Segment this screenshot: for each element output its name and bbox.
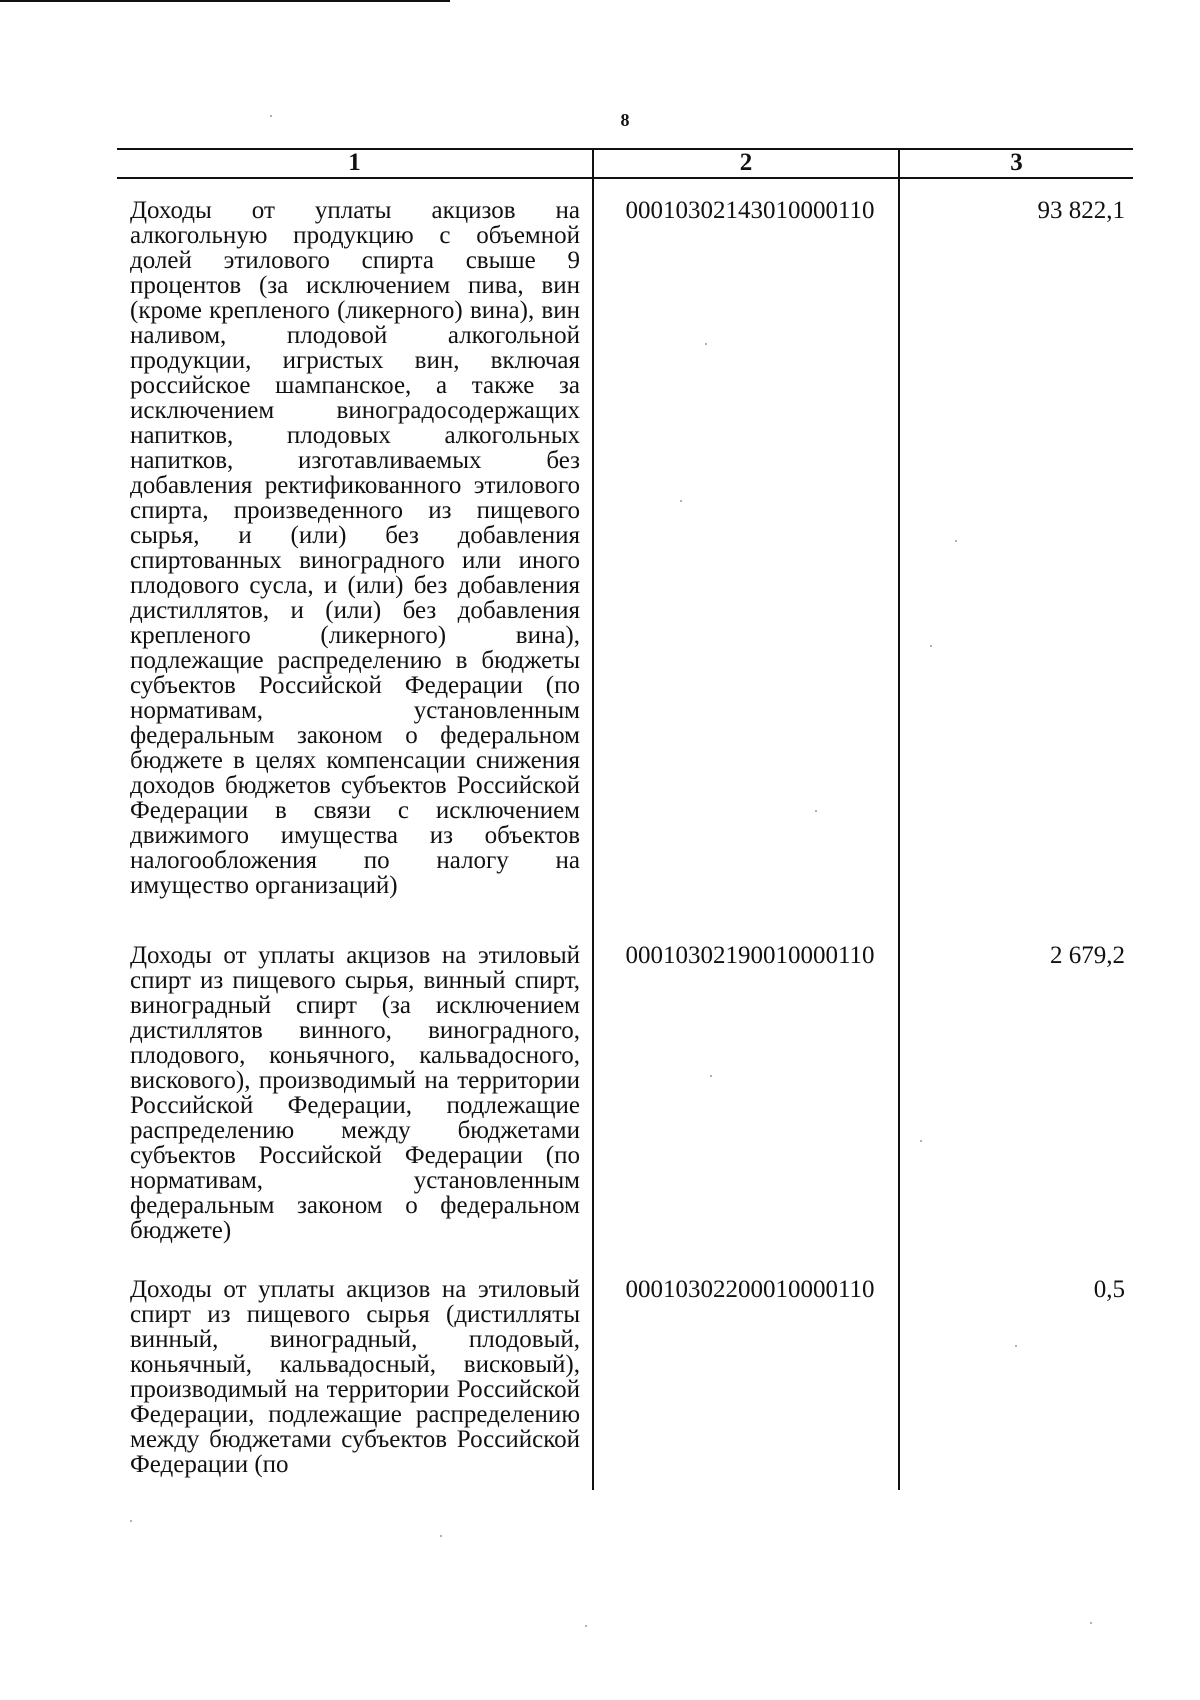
scan-speck xyxy=(1090,1622,1092,1624)
table-row-amount: 93 822,1 xyxy=(1037,197,1125,224)
table-row-description: Доходы от уплаты акцизов на этиловый спирт из пищевого сырья, винный спирт, виноградный спирт (за исключением дистиллятов винного, виноградного, плодового, коньячного, кальвадосного, вискового), производимый на территории Российской Федерации, подлежащие распределению между бюджетами субъектов Российской Федерации (по нормативам, установленным федеральным законом о федеральном бюджете) xyxy=(130,942,580,1244)
page-number: 8 xyxy=(620,110,630,130)
scan-speck xyxy=(270,115,272,117)
table-row-code: 00010302143010000110 xyxy=(625,197,875,224)
scan-speck xyxy=(920,1140,922,1142)
scan-speck xyxy=(585,1625,587,1627)
column-header-3: 3 xyxy=(1010,149,1023,176)
column-divider-1 xyxy=(592,148,594,1490)
table-row-code: 00010302190010000110 xyxy=(625,942,875,969)
column-header-1: 1 xyxy=(348,149,361,176)
table-row-description: Доходы от уплаты акцизов на алкогольную продукцию с объемной долей этилового спирта свыше 9 процентов (за исключением пива, вин (кроме крепленого (ликерного) вина), вин наливом, плодовой алкогольной продукции, игристых вин, включая российское шампанское, а также за исключением виноградосодержащих напитков, плодовых алкогольных напитков, изготавливаемых без добавления ректификованного этилового спирта, произведенного из пищевого сырья, и (или) без добавления спиртованных виноградного или иного плодового сусла, и (или) без добавления дистиллятов, и (или) без добавления крепленого (ликерного) вина), подлежащие распределению в бюджеты субъектов Российской Федерации (по нормативам, установленным федеральным законом о федеральном бюджете в целях компенсации снижения доходов бюджетов субъектов Российской Федерации в связи с исключением движимого имущества из объектов налогообложения по налогу на имущество организаций) xyxy=(130,197,580,899)
scan-speck xyxy=(680,500,682,502)
table-row-code: 00010302200010000110 xyxy=(625,1276,875,1303)
table-row-amount: 2 679,2 xyxy=(1050,942,1125,969)
scan-speck xyxy=(815,810,817,812)
scan-speck xyxy=(705,343,707,345)
scan-speck xyxy=(440,1535,442,1537)
scan-speck xyxy=(955,540,957,542)
scan-speck xyxy=(1015,1345,1017,1347)
scan-speck xyxy=(930,645,932,647)
table-row-description: Доходы от уплаты акцизов на этиловый спирт из пищевого сырья (дистилляты винный, виноградный, плодовый, коньячный, кальвадосный, висковый), производимый на территории Российской Федерации, подлежащие распределению между бюджетами субъектов Российской Федерации (по xyxy=(130,1276,580,1478)
scan-edge-line xyxy=(0,0,450,2)
scan-speck xyxy=(710,1075,712,1077)
column-header-2: 2 xyxy=(739,149,753,176)
table-row-amount: 0,5 xyxy=(1093,1276,1125,1303)
scan-speck xyxy=(130,1520,132,1522)
